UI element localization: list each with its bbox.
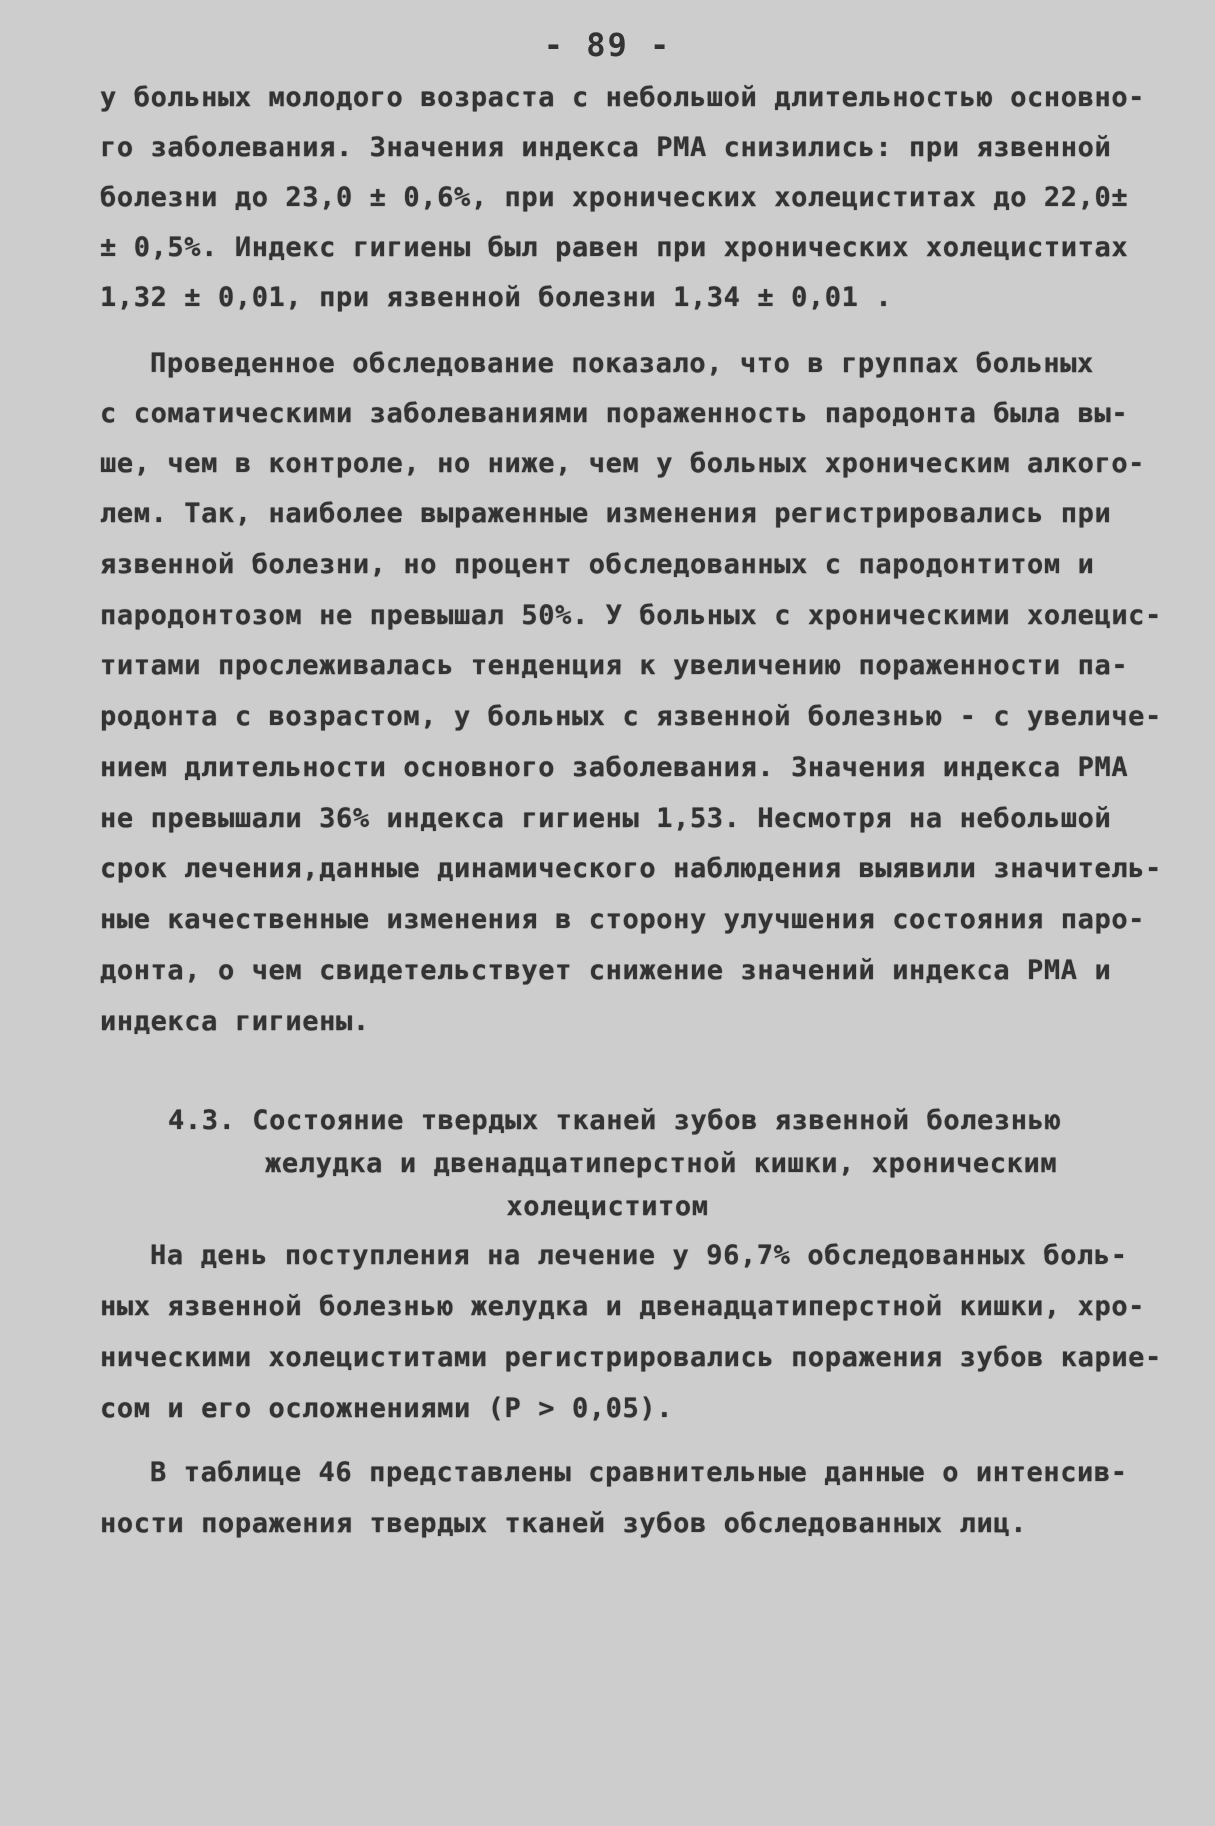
text-line: болезни до 23,0 ± 0,6%, при хронических холециститах до 22,0±: [100, 182, 1129, 213]
text-line: родонта с возрастом, у больных с язвенной болезнью - с увеличе-: [100, 701, 1162, 732]
text-line: го заболевания. Значения индекса РМА снизились: при язвенной: [100, 132, 1112, 163]
text-line: не превышали 36% индекса гигиены 1,53. Несмотря на небольшой: [100, 803, 1112, 834]
text-line: В таблице 46 представлены сравнительные данные о интенсив-: [150, 1457, 1128, 1488]
text-line: индекса гигиены.: [100, 1006, 370, 1037]
section-heading: 4.3. Состояние твердых тканей зубов язвенной болезнью: [168, 1105, 1062, 1136]
text-line: титами прослеживалась тенденция к увеличению пораженности па-: [100, 650, 1129, 681]
text-line: сом и его осложнениями (P > 0,05).: [100, 1393, 674, 1424]
text-line: ± 0,5%. Индекс гигиены был равен при хронических холециститах: [100, 232, 1129, 263]
text-line: нием длительности основного заболевания. Значения индекса РМА: [100, 752, 1129, 783]
text-line: ническими холециститами регистрировались поражения зубов карие-: [100, 1342, 1162, 1373]
text-line: пародонтозом не превышал 50%. У больных с хроническими холецис-: [100, 600, 1162, 631]
text-line: с соматическими заболеваниями пораженность пародонта была вы-: [100, 398, 1129, 429]
text-line: язвенной болезни, но процент обследованных с пародонтитом и: [100, 549, 1095, 580]
text-line: 1,32 ± 0,01, при язвенной болезни 1,34 ± 0,01 .: [100, 282, 893, 313]
text-line: На день поступления на лечение у 96,7% обследованных боль-: [150, 1240, 1128, 1271]
text-line: ности поражения твердых тканей зубов обследованных лиц.: [100, 1508, 1028, 1539]
text-line: донта, о чем свидетельствует снижение значений индекса РМА и: [100, 955, 1112, 986]
section-heading: желудка и двенадцатиперстной кишки, хроническим: [265, 1148, 1058, 1179]
page-number: - 89 -: [543, 26, 672, 64]
text-line: у больных молодого возраста с небольшой длительностью основно-: [100, 82, 1146, 113]
text-line: срок лечения,данные динамического наблюдения выявили значитель-: [100, 853, 1162, 884]
section-heading: холециститом: [506, 1191, 709, 1222]
text-line: ше, чем в контроле, но ниже, чем у больных хроническим алкого-: [100, 448, 1146, 479]
text-line: Проведенное обследование показало, что в группах больных: [150, 348, 1094, 379]
text-line: лем. Так, наиболее выраженные изменения регистрировались при: [100, 498, 1112, 529]
text-line: ных язвенной болезнью желудка и двенадцатиперстной кишки, хро-: [100, 1291, 1146, 1322]
text-line: ные качественные изменения в сторону улучшения состояния паро-: [100, 904, 1146, 935]
